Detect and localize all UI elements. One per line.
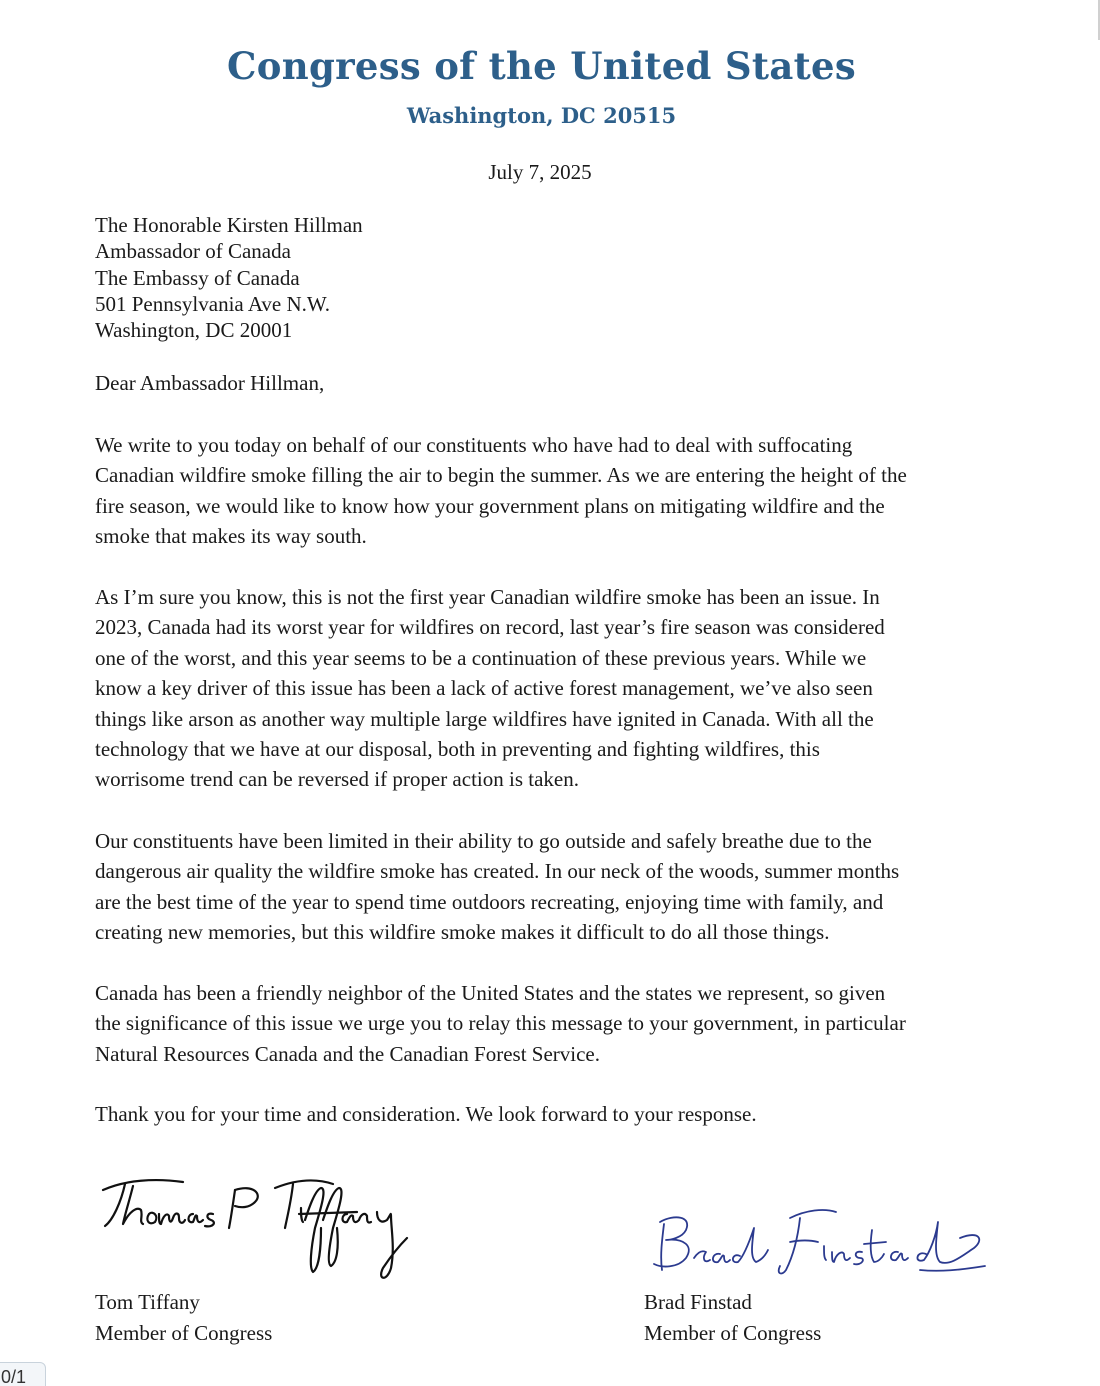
paragraph-line: smoke that makes its way south.: [95, 524, 367, 549]
recipient-line: The Honorable Kirsten Hillman: [95, 213, 363, 237]
paragraph-line: creating new memories, but this wildfire smoke makes it difficult to do all those things.: [95, 920, 830, 945]
recipient-line: Ambassador of Canada: [95, 239, 291, 264]
body-paragraph-2: [95, 582, 995, 795]
signer-title: Member of Congress: [95, 1321, 273, 1345]
paragraph-line: We write to you today on behalf of our constituents who have had to deal with suffocating: [95, 433, 853, 457]
recipient-address: [95, 212, 363, 343]
paragraph-line: fire season, we would like to know how your government plans on mitigating wildfire and the: [95, 493, 885, 518]
salutation: Dear Ambassador Hillman,: [95, 371, 325, 395]
letter-date: July 7, 2025: [488, 160, 592, 184]
signer-title: Member of Congress: [644, 1321, 822, 1345]
paragraph-line: Natural Resources Canada and the Canadian Forest Service.: [95, 1041, 600, 1066]
paragraph-line: one of the worst, and this year seems to be a continuation of these previous years. While we: [95, 645, 867, 670]
paragraph-line: Canadian wildfire smoke filling the air to begin the summer. As we are entering the height of the: [95, 463, 907, 488]
paragraph-line: Our constituents have been limited in their ability to go outside and safely breathe due to the: [95, 829, 872, 853]
signer-name: Tom Tiffany: [95, 1290, 200, 1314]
paragraph-line: worrisome trend can be reversed if proper action is taken.: [95, 767, 579, 792]
signer-name: Brad Finstad: [644, 1290, 752, 1314]
body-paragraph-3: [95, 826, 995, 948]
recipient-line: The Embassy of Canada: [95, 265, 300, 290]
paragraph-line: things like arson as another way multiple large wildfires have ignited in Canada. With all the: [95, 706, 874, 731]
body-paragraph-4: [95, 978, 995, 1069]
paragraph-line: 2023, Canada had its worst year for wildfires on record, last year’s fire season was considered: [95, 615, 885, 640]
paragraph-line: are the best time of the year to spend time outdoors recreating, enjoying time with family, and: [95, 889, 884, 914]
signature-tiffany: [95, 1168, 425, 1288]
paragraph-line: know a key driver of this issue has been a lack of active forest management, we’ve also seen: [95, 676, 873, 701]
letterhead-title: Congress of the United States: [227, 44, 856, 88]
page-indicator[interactable]: 0/1: [0, 1362, 46, 1386]
paragraph-line: Thank you for your time and consideration. We look forward to your response.: [95, 1102, 757, 1126]
paragraph-line: dangerous air quality the wildfire smoke has created. In our neck of the woods, summer months: [95, 859, 900, 884]
paragraph-line: Canada has been a friendly neighbor of the United States and the states we represent, so given: [95, 981, 886, 1005]
letterhead-address: Washington, DC 20515: [406, 103, 677, 128]
signer-finstad: [644, 1287, 821, 1349]
signer-tiffany: [95, 1287, 272, 1349]
recipient-line: Washington, DC 20001: [95, 318, 293, 343]
paragraph-line: technology that we have at our disposal, both in preventing and fighting wildfires, this: [95, 737, 820, 762]
recipient-line: 501 Pennsylvania Ave N.W.: [95, 291, 331, 316]
signature-finstad: [640, 1200, 990, 1290]
paragraph-line: As I’m sure you know, this is not the first year Canadian wildfire smoke has been an issue. In: [95, 585, 880, 609]
paragraph-line: the significance of this issue we urge you to relay this message to your government, in particular: [95, 1011, 906, 1036]
body-paragraph-1: [95, 430, 995, 552]
body-paragraph-5: [95, 1099, 995, 1129]
